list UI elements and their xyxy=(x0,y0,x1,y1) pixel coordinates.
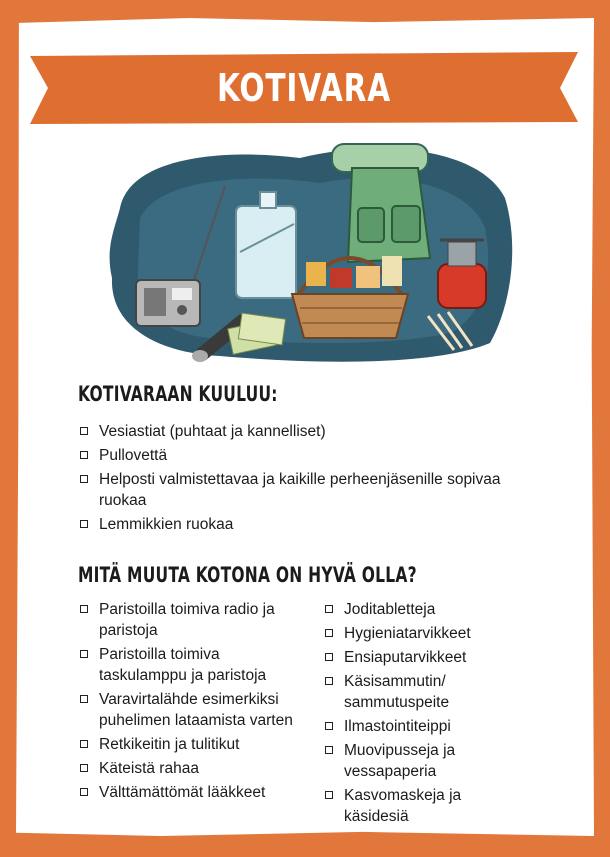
section1-list xyxy=(80,421,540,538)
water-canister-icon xyxy=(236,192,296,298)
checklist-item-label: Helposti valmistettavaa ja kaikille perheenjäsenille sopivaa ruokaa xyxy=(99,471,501,509)
checklist-item xyxy=(325,716,525,737)
checkbox-icon xyxy=(80,475,88,483)
checkbox-icon xyxy=(80,695,88,703)
checklist-item-label: Lemmikkien ruokaa xyxy=(99,516,234,533)
checkbox-icon xyxy=(80,520,88,528)
checklist-item xyxy=(325,785,525,827)
checklist-item xyxy=(80,599,308,641)
checkbox-icon xyxy=(325,677,333,685)
checklist-item xyxy=(325,740,525,782)
checklist-item xyxy=(325,671,525,713)
checklist-item xyxy=(80,782,308,803)
checklist-item xyxy=(325,647,525,668)
checklist-item-label: Ensiaputarvikkeet xyxy=(344,649,467,666)
checkbox-icon xyxy=(325,746,333,754)
checkbox-icon xyxy=(80,427,88,435)
checkbox-icon xyxy=(325,722,333,730)
checklist-item xyxy=(325,599,525,620)
page-title: KOTIVARA xyxy=(217,66,391,110)
title-banner xyxy=(30,52,578,124)
checklist-item-label: Kasvomaskeja ja käsidesiä xyxy=(344,787,462,825)
checklist-item xyxy=(80,689,308,731)
checkbox-icon xyxy=(325,791,333,799)
checkbox-icon xyxy=(80,605,88,613)
checklist-item xyxy=(325,623,525,644)
checklist-item-label: Paristoilla toimiva taskulamppu ja paristoja xyxy=(99,646,267,684)
checkbox-icon xyxy=(80,788,88,796)
checklist-item xyxy=(80,514,540,535)
checklist-item-label: Vesiastiat (puhtaat ja kannelliset) xyxy=(99,423,326,440)
checklist-item-label: Käsisammutin/ sammutuspeite xyxy=(344,673,450,711)
checkbox-icon xyxy=(325,605,333,613)
checkbox-icon xyxy=(325,629,333,637)
checklist-item xyxy=(80,758,308,779)
checklist-item-label: Joditabletteja xyxy=(344,601,436,618)
checklist-item-label: Ilmastointiteippi xyxy=(344,718,451,735)
section1-heading: KOTIVARAAN KUULUU: xyxy=(78,382,278,406)
section2-heading: MITÄ MUUTA KOTONA ON HYVÄ OLLA? xyxy=(78,563,417,587)
checkbox-icon xyxy=(325,653,333,661)
checklist-item xyxy=(80,644,308,686)
checklist-item xyxy=(80,421,540,442)
section2-left-list xyxy=(80,599,308,806)
checkbox-icon xyxy=(80,764,88,772)
checklist-item xyxy=(80,469,540,511)
checklist-item-label: Hygieniatarvikkeet xyxy=(344,625,471,642)
checklist-item-label: Pullovettä xyxy=(99,447,168,464)
checklist-item xyxy=(80,445,540,466)
checkbox-icon xyxy=(80,451,88,459)
checklist-item-label: Välttämättömät lääkkeet xyxy=(99,784,266,801)
checklist-item-label: Retkikeitin ja tulitikut xyxy=(99,736,240,753)
checklist-item-label: Muovipusseja ja vessapaperia xyxy=(344,742,456,780)
checklist-item-label: Varavirtalähde esimerkiksi puhelimen lataamista varten xyxy=(99,691,293,729)
emergency-supplies-illustration xyxy=(100,128,520,368)
checklist-item xyxy=(80,734,308,755)
checkbox-icon xyxy=(80,740,88,748)
checklist-item-label: Käteistä rahaa xyxy=(99,760,199,777)
checklist-item-label: Paristoilla toimiva radio ja paristoja xyxy=(99,601,275,639)
checkbox-icon xyxy=(80,650,88,658)
basket-icon xyxy=(292,256,408,338)
section2-right-list xyxy=(325,599,525,830)
